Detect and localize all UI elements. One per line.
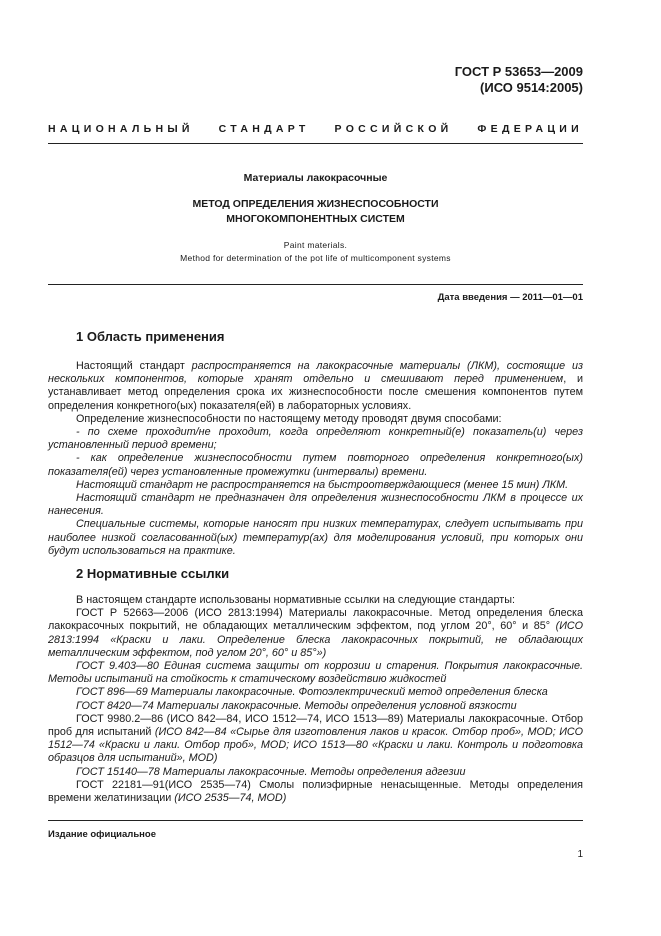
title-main-line2: МНОГОКОМПОНЕНТНЫХ СИСТЕМ [226, 213, 405, 225]
banner-rule [48, 143, 583, 144]
section1-paragraph: Специальные системы, которые наносят при низких температурах, следует испытывать при наиболее низкой согласованной(ых) температур(ах) для моделирования условий, при которых они будут использоваться на практике. [48, 518, 583, 557]
standard-number: ГОСТ Р 53653—2009 [454, 64, 583, 79]
reference-iso-note: (ИСО 2813:1994 «Краски и лаки. Определение блеска лакокрасочных покрытий, не обладающих металлическим эффектом, под углом 20°, 60° и 85°») [48, 620, 583, 659]
official-edition-label: Издание официальное [48, 829, 156, 840]
standard-code [455, 64, 583, 96]
footer-rule [48, 820, 583, 821]
section2-body [48, 594, 583, 805]
reference-item: ГОСТ 9.403—80 Единая система защиты от коррозии и старения. Покрытия лакокрасочные. Методы испытаний на стойкость к статическому воздействию жидкостей [48, 660, 583, 686]
method-item-1: - по схеме проходит/не проходит, когда определяют конкретный(е) показатель(и) через установленный период времени; [48, 426, 583, 452]
section2-paragraph: В настоящем стандарте использованы нормативные ссылки на следующие стандарты: [76, 594, 515, 606]
section1-paragraph: Настоящий стандарт не предназначен для определения жизнеспособности ЛКМ в процессе их нанесения. [48, 492, 583, 518]
section1-heading: 1 Область применения [76, 329, 225, 344]
scope-italic: распространяется на лакокрасочные материалы (ЛКМ), состоящие из нескольких компонентов, которые хранят отдельно и смешивают перед применением [48, 360, 583, 386]
reference-item [48, 713, 583, 766]
method-item-2: - как определение жизнеспособности путем повторного определения конкретного(ых) показателя(ей) через установленные промежутки (интервалы) времени. [48, 452, 583, 478]
title-main-line1: МЕТОД ОПРЕДЕЛЕНИЯ ЖИЗНЕСПОСОБНОСТИ [192, 198, 439, 210]
reference-text: ГОСТ Р 52663—2006 (ИСО 2813:1994) Материалы лакокрасочные. Метод определения блеска лакокрасочных покрытий, не обладающих металлическим эффектом, под углом 20°, 60° и 85° [48, 607, 583, 633]
section1-body [48, 360, 583, 558]
reference-text: ГОСТ 9980.2—86 (ИСО 842—84, ИСО 1512—74, ИСО 1513—89) Материалы лакокрасочные. Отбор проб для испытаний [48, 712, 583, 739]
title-category: Материалы лакокрасочные [243, 172, 388, 184]
title-english-line1: Paint materials. [283, 240, 348, 250]
title-english-line2: Method for determination of the pot life of multicomponent systems [180, 253, 451, 263]
scope-rest: , и устанавливает метод определения срока их жизнеспособности после смешения компонентов путем определения конкретного(ых) показателя(ей) в лабораторных условиях. [48, 373, 583, 412]
scope-intro: Настоящий стандарт [76, 360, 192, 372]
reference-text: ГОСТ 22181—91(ИСО 2535—74) Смолы полиэфирные ненасыщенные. Методы определения времени желатинизации [48, 778, 583, 805]
section1-paragraph: Настоящий стандарт не распространяется на быстроотверждающиеся (менее 15 мин) ЛКМ. [76, 478, 569, 491]
reference-iso-note: (ИСО 842—84 «Сырье для изготовления лаков и красок. Отбор проб», MOD; ИСО 1512—74 «Краски и лаки. Отбор проб», MOD; ИСО 1513—80 «Краски и лаки. Контроль и подготовка образцов для испытаний», MOD) [48, 726, 583, 765]
reference-item: ГОСТ 896—69 Материалы лакокрасочные. Фотоэлектрический метод определения блеска [76, 686, 548, 699]
reference-item [48, 607, 583, 660]
section1-paragraph: Определение жизнеспособности по настоящему методу проводят двумя способами: [76, 412, 502, 425]
reference-item: ГОСТ 15140—78 Материалы лакокрасочные. Методы определения адгезии [76, 765, 466, 778]
section1-paragraph [48, 360, 583, 413]
title-rule [48, 284, 583, 285]
reference-item: ГОСТ 8420—74 Материалы лакокрасочные. Методы определения условной вязкости [76, 699, 517, 712]
page-number: 1 [577, 849, 583, 860]
reference-iso-note: (ИСО 2535—74, MOD) [174, 792, 287, 805]
national-standard-banner: НАЦИОНАЛЬНЫЙ СТАНДАРТ РОССИЙСКОЙ ФЕДЕРАЦИИ [48, 123, 583, 135]
iso-reference: (ИСО 9514:2005) [480, 80, 583, 95]
section2-heading: 2 Нормативные ссылки [76, 566, 230, 581]
introduction-date: Дата введения — 2011—01—01 [437, 292, 583, 303]
reference-item [48, 779, 583, 805]
